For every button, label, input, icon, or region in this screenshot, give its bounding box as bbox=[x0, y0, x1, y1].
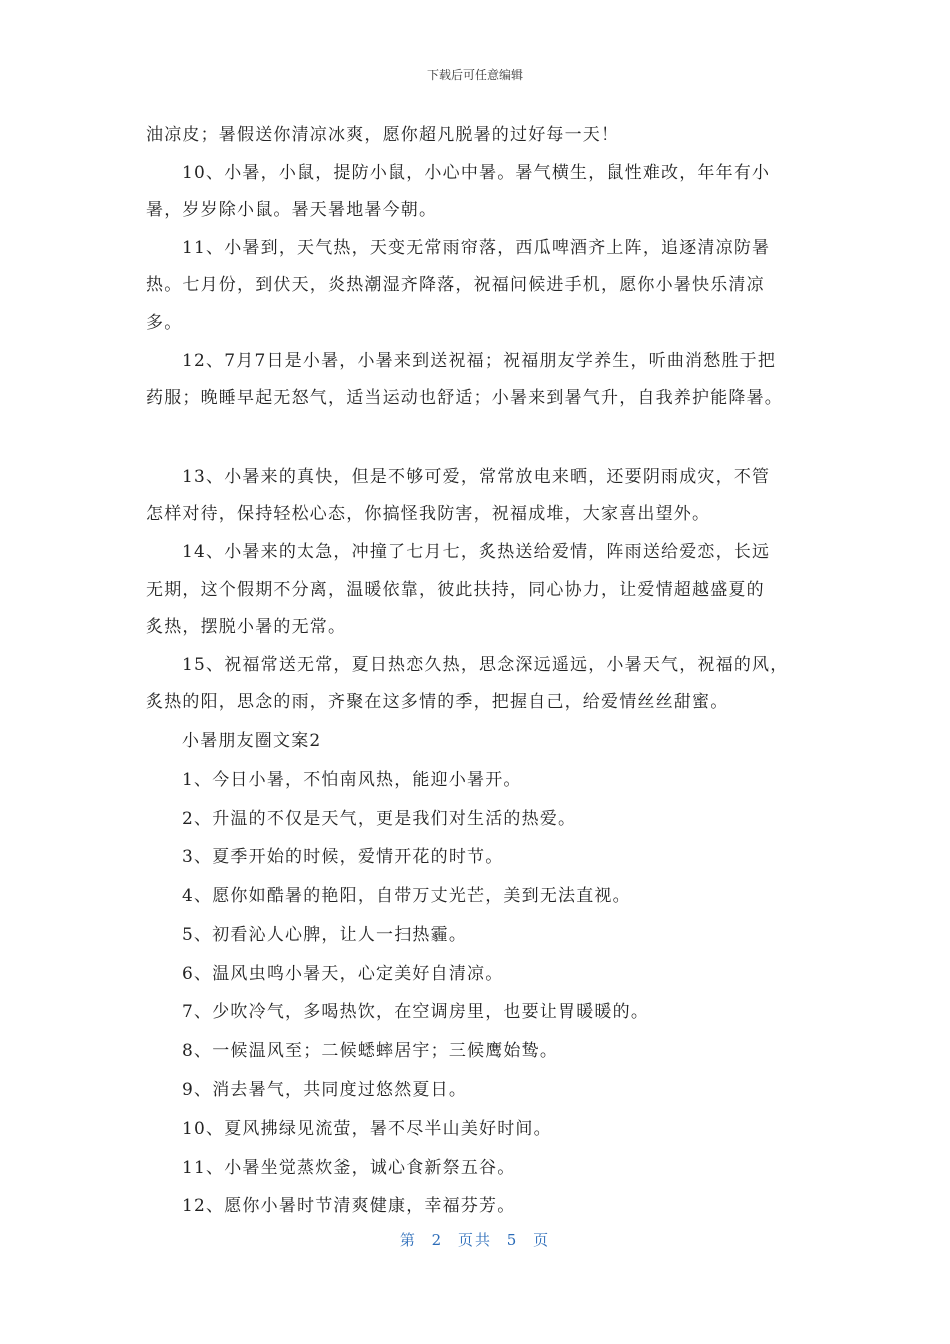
list-item: 12、愿你小暑时节清爽健康，幸福芬芳。 bbox=[182, 1196, 516, 1217]
paragraph-line: 炙热，摆脱小暑的无常。 bbox=[146, 617, 347, 638]
paragraph-line: 油凉皮；暑假送你清凉冰爽，愿你超凡脱暑的过好每一天！ bbox=[146, 125, 620, 145]
list-item: 4、愿你如酷暑的艳阳，自带万丈光芒，美到无法直视。 bbox=[182, 886, 631, 907]
paragraph-line: 药服；晚睡早起无怒气，适当运动也舒适；小暑来到暑气升，自我养护能降暑。 bbox=[146, 388, 783, 409]
list-item: 6、温风虫鸣小暑天，心定美好自清凉。 bbox=[182, 963, 504, 984]
list-item: 5、初看沁人心脾，让人一扫热霾。 bbox=[182, 924, 468, 945]
paragraph-line: 怎样对待，保持轻松心态，你搞怪我防害，祝福成堆，大家喜出望外。 bbox=[146, 504, 711, 525]
paragraph-line: 暑，岁岁除小鼠。暑天暑地暑今朝。 bbox=[146, 200, 438, 221]
paragraph-line: 11、小暑到，天气热，天变无常雨帘落，西瓜啤酒齐上阵，追逐清凉防暑 bbox=[182, 237, 771, 258]
list-item: 8、一候温风至；二候蟋蟀居宇；三候鹰始鸷。 bbox=[182, 1041, 559, 1062]
list-item: 11、小暑坐觉蒸炊釜，诚心食新祭五谷。 bbox=[182, 1157, 516, 1178]
paragraph-line: 10、小暑，小鼠，提防小鼠，小心中暑。暑气横生，鼠性难改，年年有小 bbox=[182, 162, 771, 183]
list-item: 10、夏风拂绿见流萤，暑不尽半山美好时间。 bbox=[182, 1118, 552, 1139]
blank-line bbox=[146, 418, 814, 459]
paragraph-line: 14、小暑来的太急，冲撞了七月七，炙热送给爱情，阵雨送给爱恋，长远 bbox=[182, 541, 771, 562]
paragraph-line: 多。 bbox=[146, 312, 183, 333]
list-item: 2、升温的不仅是天气，更是我们对生活的热爱。 bbox=[182, 808, 577, 829]
list-item: 1、今日小暑，不怕南风热，能迎小暑开。 bbox=[182, 769, 522, 790]
list-item: 9、消去暑气，共同度过悠然夏日。 bbox=[182, 1080, 468, 1101]
section-title: 小暑朋友圈文案2 bbox=[182, 730, 322, 751]
page-footer: 第 2 页共 5 页 bbox=[399, 1231, 551, 1249]
page-header: 下载后可任意编辑 bbox=[426, 68, 523, 82]
paragraph-line: 12、7月7日是小暑，小暑来到送祝福；祝福朋友学养生，听曲消愁胜于把 bbox=[182, 350, 777, 371]
paragraph-line: 15、祝福常送无常，夏日热恋久热，思念深远遥远，小暑天气，祝福的风， bbox=[182, 654, 789, 675]
paragraph-line: 热。七月份，到伏天，炎热潮湿齐降落，祝福问候进手机，愿你小暑快乐清凉 bbox=[146, 275, 765, 296]
list-item: 7、少吹冷气，多喝热饮，在空调房里，也要让胃暖暖的。 bbox=[182, 1002, 650, 1023]
document-body bbox=[146, 117, 814, 1226]
paragraph-line: 13、小暑来的真快，但是不够可爱，常常放电来晒，还要阴雨成灾，不管 bbox=[182, 466, 771, 487]
list-item: 3、夏季开始的时候，爱情开花的时节。 bbox=[182, 847, 504, 868]
paragraph-line: 炙热的阳，思念的雨，齐聚在这多情的季，把握自己，给爱情丝丝甜蜜。 bbox=[146, 692, 729, 713]
paragraph-line: 无期，这个假期不分离，温暖依靠，彼此扶持，同心协力，让爱情超越盛夏的 bbox=[146, 579, 765, 600]
